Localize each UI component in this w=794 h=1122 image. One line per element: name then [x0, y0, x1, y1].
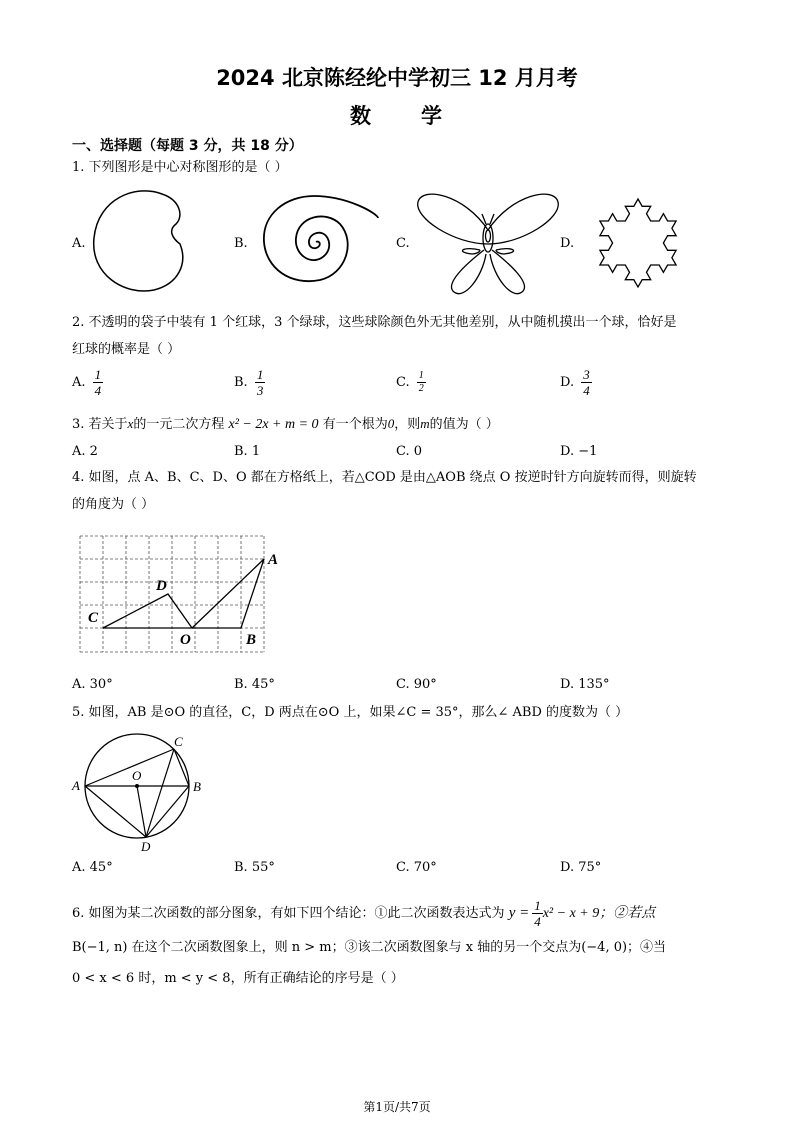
q5-option-c: C. 70° [396, 860, 437, 875]
q2-option-c-numerator: 1 [418, 370, 424, 381]
question-2-line-1: 2. 不透明的袋子中装有 1 个红球，3 个绿球，这些球除颜色外无其他差别，从中随机摸出一个球，恰好是 [72, 315, 677, 330]
q2-option-d-numerator: 3 [583, 367, 590, 382]
q5-circle-figure [70, 732, 210, 852]
q5-option-d: D. 75° [560, 860, 602, 875]
question-4-line-2: 的角度为（ ） [72, 497, 155, 512]
q3-text-b: 的一元二次方程 [133, 417, 225, 432]
question-2-line-2: 红球的概率是（ ） [72, 342, 181, 357]
section-heading: 一、选择题（每题 3 分，共 18 分） [72, 138, 303, 154]
q6-fraction-denominator: 4 [534, 914, 541, 929]
question-6-line-3: 0 < x < 6 时，m < y < 8，所有正确结论的序号是（ ） [72, 971, 404, 986]
q6-text-a: 6. 如图为某二次函数的部分图象，有如下四个结论：①此二次函数表达式为 [72, 906, 505, 921]
q1-option-d-label: D. [560, 236, 575, 251]
q1-option-b-label: B. [234, 236, 248, 251]
q3-root: 0 [387, 416, 395, 431]
q6-y-equals: y = [508, 905, 530, 921]
q4-label-b: B [246, 632, 257, 648]
q3-var-m: m [420, 416, 430, 431]
q3-text-c: 有一个根为 [322, 417, 388, 432]
q3-option-a: A. 2 [72, 444, 98, 459]
q2-option-b-denominator: 3 [256, 383, 264, 398]
q3-equation: x² − 2x + m = 0 [228, 417, 319, 432]
q4-option-b: B. 45° [234, 677, 275, 692]
q5-label-d: D [141, 839, 151, 852]
question-4-line-1: 4. 如图，点 A、B、C、D、O 都在方格纸上，若△COD 是由△AOB 绕点 O 按逆时针方向旋转而得，则旋转 [72, 470, 697, 485]
q2-option-d [560, 367, 592, 398]
subject-title [0, 100, 794, 130]
koch-snowflake-outline [600, 199, 676, 287]
q3-text-a: 3. 若关于 [72, 417, 128, 432]
q6-fraction-numerator: 1 [534, 898, 541, 913]
q1-option-c-label: C. [396, 236, 410, 251]
q2-option-a [72, 367, 103, 398]
q5-option-a: A. 45° [72, 860, 113, 875]
q2-option-a-label: A. [72, 375, 86, 390]
q6-fraction [532, 898, 543, 929]
q4-label-d: D [156, 578, 167, 594]
question-5-stem: 5. 如图，AB 是⊙O 的直径，C，D 两点在⊙O 上，如果∠C = 35°，那么∠ ABD 的度数为（ ） [72, 705, 629, 720]
question-3-stem [72, 414, 499, 435]
q5-label-a: A [72, 778, 80, 793]
q2-option-a-denominator: 4 [94, 383, 102, 398]
q3-option-c: C. 0 [396, 444, 423, 459]
q2-option-b [234, 367, 265, 398]
q2-option-b-numerator: 1 [256, 367, 264, 382]
q2-option-d-fraction [581, 367, 592, 398]
q4-label-a: A [268, 552, 279, 568]
q2-option-d-denominator: 4 [583, 383, 590, 398]
q1-option-a-label: A. [72, 236, 86, 251]
q4-grid-figure [76, 534, 286, 654]
q1-option-a-figure [88, 186, 198, 298]
q4-label-c: C [88, 610, 99, 626]
q2-option-c-denominator: 2 [418, 383, 424, 394]
subject-char-2: 学 [421, 104, 444, 128]
q2-option-b-fraction [255, 367, 266, 398]
page-footer: 第1页/共7页 [363, 1100, 431, 1114]
q3-option-d: D. −1 [560, 444, 598, 459]
q4-option-d: D. 135° [560, 677, 610, 692]
q2-option-b-label: B. [234, 375, 248, 390]
q3-text-d: ，则 [394, 417, 421, 432]
q1-option-c-figure [414, 188, 564, 298]
q2-option-c [396, 370, 426, 395]
q5-label-o: O [132, 768, 142, 783]
q2-option-c-label: C. [396, 375, 410, 390]
q2-option-c-fraction [417, 370, 426, 395]
q1-option-b-figure [250, 192, 382, 296]
q5-label-b: B [193, 779, 201, 794]
subject-char-1: 数 [350, 104, 373, 128]
question-1-stem: 1. 下列图形是中心对称图形的是（ ） [72, 160, 288, 175]
q2-option-d-label: D. [560, 375, 575, 390]
q3-text-e: 的值为（ ） [429, 417, 499, 432]
page-title: 2024 北京陈经纶中学初三 12 月月考 [216, 66, 578, 90]
q1-option-d-figure [578, 188, 698, 298]
q5-option-b: B. 55° [234, 860, 275, 875]
question-6-line-2: B(−1, n) 在这个二次函数图象上，则 n > m；③该二次函数图象与 x 轴的另一个交点为(−4, 0)；④当 [72, 940, 667, 955]
q4-label-o: O [180, 632, 191, 648]
question-6-line-1 [72, 898, 655, 929]
q4-option-a: A. 30° [72, 677, 113, 692]
q6-text-b: x² − x + 9；②若点 [542, 906, 656, 921]
q2-option-a-fraction [93, 367, 104, 398]
q3-option-b: B. 1 [234, 444, 261, 459]
q3-var-x: x [127, 416, 134, 431]
q5-label-c: C [174, 734, 183, 749]
q2-option-a-numerator: 1 [94, 367, 102, 382]
q4-option-c: C. 90° [396, 677, 437, 692]
